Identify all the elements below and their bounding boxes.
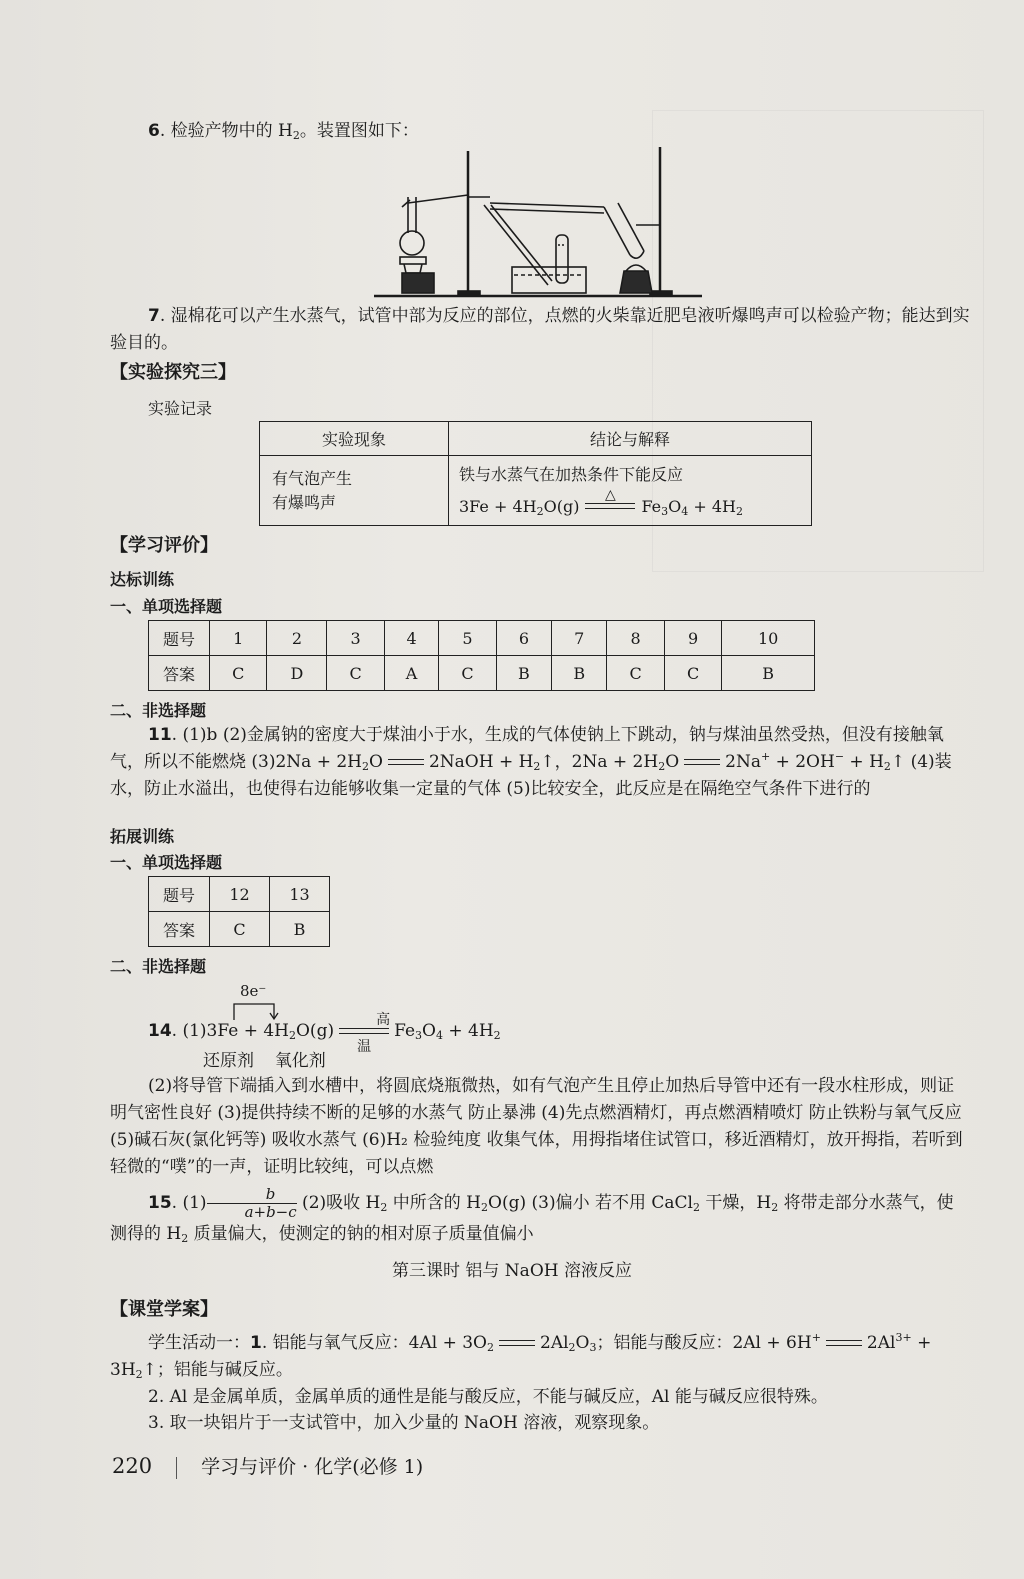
answer-cell: C xyxy=(210,912,270,947)
reducing-agent-label: 还原剂 xyxy=(203,1051,254,1071)
answer-cell: D xyxy=(267,656,327,691)
tuozhan-label: 拓展训练 xyxy=(110,827,175,846)
num-cell: 10 xyxy=(722,621,815,656)
agent-labels xyxy=(203,1046,326,1071)
dabiao-label: 达标训练 xyxy=(110,570,175,589)
single-choice-label-2: 一、单项选择题 xyxy=(110,853,223,872)
conclusion-equation: $3Fe + 4H_2O(g)$ △ $Fe_3O_4 + 4H_2$ xyxy=(459,487,743,518)
page-footer xyxy=(112,1452,423,1479)
single-choice-label: 一、单项选择题 xyxy=(110,597,223,616)
row-ans-header: 答案 xyxy=(149,656,210,691)
phenomenon-2: 有爆鸣声 xyxy=(272,492,337,512)
conclusion-1: 铁与水蒸气在加热条件下能反应 xyxy=(459,464,684,484)
section-heading-classroom: 【课堂学案】 xyxy=(110,1299,218,1320)
num-cell: 1 xyxy=(210,621,267,656)
answer-cell: B xyxy=(552,656,607,691)
answer-cell: C xyxy=(607,656,664,691)
num-cell: 9 xyxy=(664,621,721,656)
num-cell: 4 xyxy=(384,621,438,656)
activity-1: 学生活动一：1. 铝能与氧气反应：$4Al + 3O_2$ $2Al_2O_3$；铝能与酸反应：2Al + 6H+ $2Al^{3+}$ + $3H_2↑$；铝能与碱反应。 xyxy=(110,1331,932,1381)
num-cell: 5 xyxy=(439,621,496,656)
fraction xyxy=(207,1186,297,1221)
num-cell: 12 xyxy=(210,877,270,912)
row-ans-header: 答案 xyxy=(149,912,210,947)
question-11: 11. (1)b (2)金属钠的密度大于煤油小于水，生成的气体使钠上下跳动，钠与煤油虽然受热，但没有接触氧气，所以不能燃烧 $(3)2Na + 2H_2O$ 2NaOH + $H_2↑$，$2Na + 2H_2O$ $2Na^+ + 2OH^- + H_2↑$ (4)装水，防止水溢出，也使得右边能够收集一定量的气体 (5)比较安全，此反应是在隔绝空气条件下进行的 xyxy=(110,725,952,799)
book-title: 学习与评价 · 化学(必修 1) xyxy=(201,1456,424,1478)
experiment-record-label: 实验记录 xyxy=(148,399,213,418)
num-cell: 8 xyxy=(607,621,664,656)
page-number: 220 xyxy=(112,1454,153,1478)
num-cell: 7 xyxy=(552,621,607,656)
answer-table-1 xyxy=(148,620,815,691)
num-cell: 13 xyxy=(270,877,330,912)
question-6: 6. 检验产物中的 $H_2$。装置图如下： xyxy=(148,121,419,142)
conclusion-cell xyxy=(449,456,812,526)
question-14-equation: 14. $(1)3Fe + 4H_2O(g)$ 高温 $Fe_3O_4 + 4H_2$ xyxy=(110,1018,970,1045)
answer-cell: C xyxy=(439,656,496,691)
num-cell: 2 xyxy=(267,621,327,656)
question-15: 15. (1) $\frac{b}{a+b-c}$ (2)吸收 $H_2$ 中所含的 $H_2O(g)$ (3)偏小 若不用 CaCl$_2$ 干燥，$H_2$ 将带走部分水蒸气，使测得的 $H_2$ 质量偏大，使测定的钠的相对原子质量值偏小 xyxy=(110,1185,954,1245)
col-conclusion: 结论与解释 xyxy=(449,422,812,456)
answer-cell: C xyxy=(327,656,384,691)
answer-cell: A xyxy=(384,656,438,691)
oxidizing-agent-label: 氧化剂 xyxy=(274,1051,326,1071)
activity-item-3: 3. 取一块铝片于一支试管中，加入少量的 NaOH 溶液，观察现象。 xyxy=(148,1413,660,1433)
section-heading-experiment-3: 【实验探究三】 xyxy=(110,362,236,383)
reaction-condition: 高温 xyxy=(357,1011,391,1055)
non-choice-label: 二、非选择题 xyxy=(110,701,207,720)
activity-item-2: 2. Al 是金属单质，金属单质的通性是能与酸反应，不能与碱反应，Al 能与碱反应很特殊。 xyxy=(148,1387,828,1407)
fraction-denominator: a+b−c xyxy=(244,1203,297,1221)
answer-cell: C xyxy=(210,656,267,691)
non-choice-label-2: 二、非选择题 xyxy=(110,957,207,976)
footer-divider xyxy=(176,1457,177,1479)
lesson-3-title: 第三课时 铝与 NaOH 溶液反应 xyxy=(392,1261,632,1281)
question-7: 7. 湿棉花可以产生水蒸气，试管中部为反应的部位，点燃的火柴靠近肥皂液听爆鸣声可以检验产物；能达到实验目的。 xyxy=(110,306,970,353)
num-cell: 3 xyxy=(327,621,384,656)
section-heading-evaluation: 【学习评价】 xyxy=(110,535,218,556)
row-num-header: 题号 xyxy=(149,621,210,656)
answer-cell: B xyxy=(496,656,551,691)
apparatus-diagram xyxy=(372,145,704,300)
experiment-record-table xyxy=(259,421,812,526)
phenomenon-1: 有气泡产生 xyxy=(272,468,353,488)
answer-cell: B xyxy=(270,912,330,947)
answer-cell: B xyxy=(722,656,815,691)
row-num-header: 题号 xyxy=(149,877,210,912)
col-phenomenon: 实验现象 xyxy=(260,422,449,456)
answer-cell: C xyxy=(664,656,721,691)
phenomenon-cell xyxy=(260,456,449,526)
question-14-part-2: (2)将导管下端插入到水槽中，将圆底烧瓶微热，如有气泡产生且停止加热后导管中还有一段水柱形成，则证明气密性良好 (3)提供持续不断的足够的水蒸气 防止暴沸 (4)先点燃酒精灯，再点燃酒精喷灯 防止铁粉与氧气反应 (5)碱石灰(氯化钙等) 吸收水蒸气 (6)H₂ 检验纯度 收集气体，用拇指堵住试管口，移近酒精灯，放开拇指，若听到轻微的“噗”的一声，证明比较纯，可以点燃 xyxy=(110,1076,963,1177)
fraction-numerator: b xyxy=(207,1186,297,1204)
answer-table-2 xyxy=(148,876,330,947)
electron-transfer-label: 8e⁻ xyxy=(240,982,267,1000)
num-cell: 6 xyxy=(496,621,551,656)
